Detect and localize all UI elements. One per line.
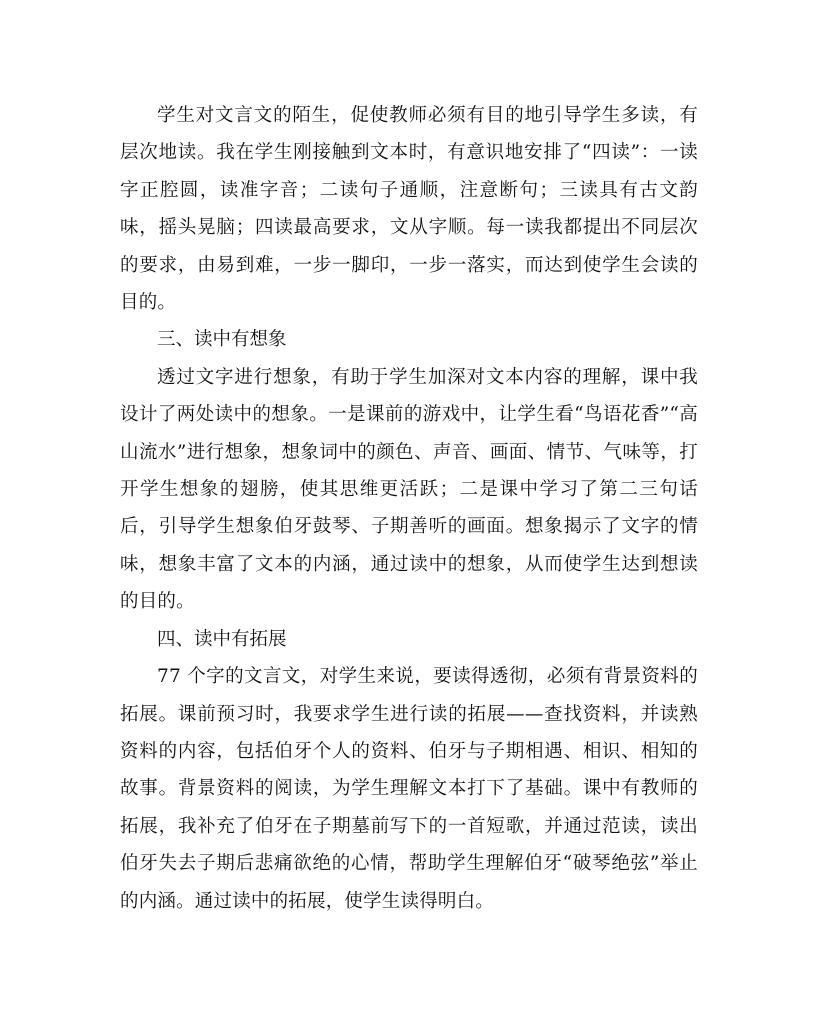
paragraph-extension: 77 个字的文言文，对学生来说，要读得透彻，必须有背景资料的拓展。课前预习时，我要求学生进行读的拓展——查找资料，并读熟资料的内容，包括伯牙个人的资料、伯牙与子期相遇、相识、相知的故事。背景资料的阅读，为学生理解文本打下了基础。课中有教师的拓展，我补充了伯牙在子期墓前写下的一首短歌，并通过范读，读出伯牙失去子期后悲痛欲绝的心情，帮助学生理解伯牙“破琴绝弦”举止的内涵。通过读中的拓展，使学生读得明白。 — [120, 666, 698, 912]
paragraph-imagination: 透过文字进行想象，有助于学生加深对文本内容的理解，课中我设计了两处读中的想象。一是课前的游戏中，让学生看“鸟语花香”“高山流水”进行想象，想象词中的颜色、声音、画面、情节、气味等，打开学生想象的翅膀，使其思维更活跃；二是课中学习了第二三句话后，引导学生想象伯牙鼓琴、子期善听的画面。想象揭示了文字的情味，想象丰富了文本的内涵，通过读中的想象，从而使学生达到想读的目的。 — [120, 366, 698, 613]
paragraph-reading-levels: 学生对文言文的陌生，促使教师必须有目的地引导学生多读，有层次地读。我在学生刚接触到文本时，有意识地安排了“四读”：一读字正腔圆，读准字音；二读句子通顺，注意断句；三读具有古文韵味，摇头晃脑；四读最高要求，文从字顺。每一读我都提出不同层次的要求，由易到难，一步一脚印，一步一落实，而达到使学生会读的目的。 — [120, 105, 698, 314]
document-body — [120, 97, 698, 920]
section-heading-extension: 四、读中有拓展 — [157, 628, 287, 650]
section-heading-imagination: 三、读中有想象 — [157, 329, 287, 351]
